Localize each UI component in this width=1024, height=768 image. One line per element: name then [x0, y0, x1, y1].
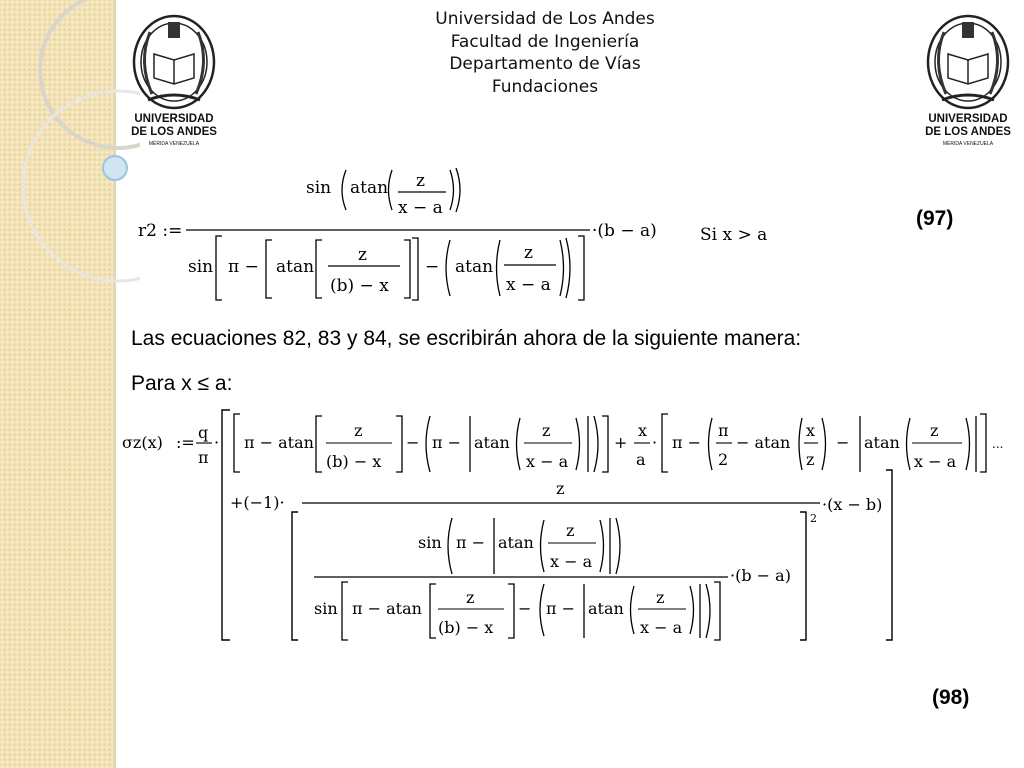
paragraph-equations-intro: Las ecuaciones 82, 83 y 84, se escribirán ahora de la siguiente manera: — [131, 327, 802, 350]
eq97-den-atan1: atan — [276, 257, 315, 277]
eq97-num-den: x − a — [398, 198, 443, 218]
eq98-row1-d: (b) − x — [326, 452, 382, 471]
eq98-inner-den-atan: atan — [588, 599, 624, 618]
eq98-row1-d2: x − a — [526, 452, 569, 471]
eq97-den-d2: x − a — [506, 275, 551, 295]
eq98-inner-den-d: (b) − x — [438, 618, 494, 637]
logo-text-line3: MÉRIDA VENEZUELA — [148, 141, 200, 147]
eq98-dot: · — [214, 433, 220, 452]
eq98-row1-z: z — [354, 421, 363, 440]
eq97-num-atan: atan — [350, 178, 389, 198]
eq97-den-z2: z — [524, 243, 533, 263]
eq98-a: a — [636, 450, 646, 469]
eq98-q: q — [198, 423, 209, 442]
eq98-ellipsis: ... — [992, 437, 1004, 451]
eq98-row2-factor: ·(x − b) — [822, 495, 883, 514]
paragraph-condition: Para x ≤ a: — [131, 372, 233, 395]
eq98-square: 2 — [810, 512, 817, 525]
eq98-inner-atan: atan — [498, 533, 534, 552]
eq98-inner-factor: ·(b − a) — [730, 566, 791, 585]
eq98-inner-den-z2: z — [656, 588, 665, 607]
eq98-row1-pi: π − atan — [244, 433, 314, 452]
deco-circle-medium — [23, 91, 140, 281]
eq97-lhs: r2 := — [138, 221, 183, 241]
university-logo-right — [922, 12, 1014, 152]
eq98-inner-z: z — [566, 521, 575, 540]
eq98-row1b-z3: z — [930, 421, 939, 440]
eq97-den-z1: z — [358, 245, 367, 265]
eq98-row2-z: z — [556, 479, 565, 498]
eq97-den-d1: (b) − x — [330, 276, 389, 296]
eq98-inner-pi: π − — [456, 533, 486, 552]
eq98-row1b-two: 2 — [718, 450, 729, 469]
eq98-lhs: σz(x) — [122, 433, 163, 452]
header-department: Departamento de Vías — [449, 54, 641, 74]
eq98-row1-z2: z — [542, 421, 551, 440]
eq98-plus: + — [614, 433, 628, 452]
equation-number-97: (97) — [916, 207, 954, 230]
eq98-row1b-zz: z — [806, 450, 815, 469]
eq98-pi: π — [198, 448, 209, 467]
eq98-row1b-pi-num: π — [718, 421, 729, 440]
eq98-inner-den-d2: x − a — [640, 618, 683, 637]
eq98-row1b-atan2: atan — [864, 433, 900, 452]
eq98-row1-atan: atan — [474, 433, 510, 452]
university-logo-left — [128, 12, 220, 152]
equation-number-98: (98) — [932, 686, 970, 709]
logo-text-line1: UNIVERSIDAD — [928, 113, 1008, 125]
logo-text-line2: DE LOS ANDES — [925, 126, 1011, 138]
eq98-row1b-minus: − — [836, 433, 850, 452]
eq98-inner-d: x − a — [550, 552, 593, 571]
deco-circle-large — [40, 0, 140, 148]
eq98-row1-minus: − — [406, 433, 420, 452]
eq98-assign: := — [176, 433, 195, 452]
eq98-dot2: · — [652, 433, 658, 452]
eq97-den-minus: − — [425, 257, 440, 277]
deco-bubble — [103, 156, 127, 180]
eq98-row1-pi2: π − — [432, 433, 462, 452]
eq98-inner-den-sin: sin — [314, 599, 338, 618]
eq97-num-z: z — [416, 171, 425, 191]
eq98-inner-sin: sin — [418, 533, 442, 552]
eq98-inner-den-pi: π − atan — [352, 599, 422, 618]
header-course: Fundaciones — [491, 76, 599, 97]
logo-text-line1: UNIVERSIDAD — [134, 113, 214, 125]
eq98-inner-den-z: z — [466, 588, 475, 607]
eq97-den-atan2: atan — [455, 257, 494, 277]
page-header — [380, 8, 710, 98]
eq97-factor: ·(b − a) — [592, 221, 657, 241]
eq97-num-sin: sin — [306, 178, 332, 198]
eq97-condition: Si x > a — [700, 225, 768, 245]
header-faculty: Facultad de Ingeniería — [450, 31, 640, 52]
eq97-den-pi: π − — [228, 257, 259, 277]
logo-text-line2: DE LOS ANDES — [131, 126, 217, 138]
eq97-den-sin: sin — [188, 257, 214, 277]
decorative-circles — [0, 0, 140, 300]
eq98-row1b-d3: x − a — [914, 452, 957, 471]
eq98-row1b-atan: − atan — [736, 433, 791, 452]
eq98-row1b-x: x — [806, 421, 816, 440]
eq98-x: x — [638, 421, 648, 440]
header-university: Universidad de Los Andes — [435, 9, 655, 29]
eq98-row2-prefix: +(−1)· — [230, 493, 285, 512]
eq98-inner-den-minus: − — [518, 599, 532, 618]
eq98-row1b-pi: π − — [672, 433, 702, 452]
eq98-inner-den-pi2: π − — [546, 599, 576, 618]
logo-text-line3: MÉRIDA VENEZUELA — [942, 141, 994, 147]
